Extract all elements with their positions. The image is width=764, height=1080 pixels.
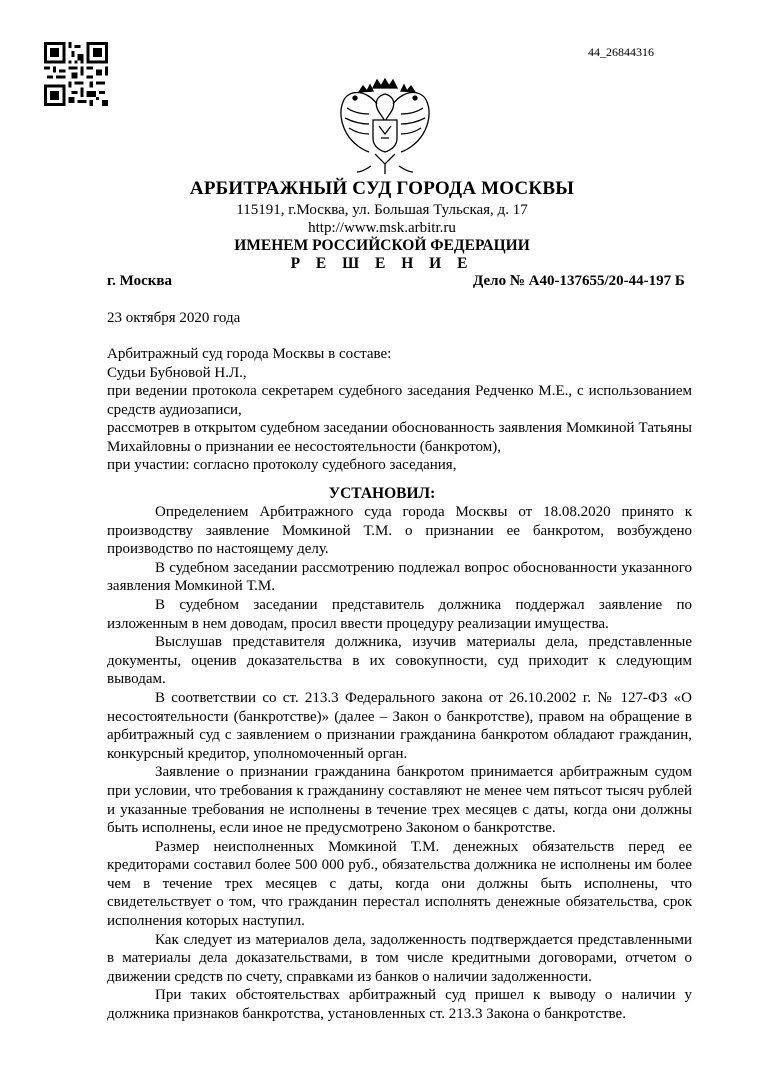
coat-of-arms-emblem	[331, 74, 439, 178]
document-type-heading: Р Е Ш Е Н И Е	[290, 255, 474, 272]
paragraph: Выслушав представителя должника, изучив материалы дела, представленные документы, оценив доказательства в их совокупности, суд приходит к следующим выводам.	[107, 634, 692, 688]
paragraph: Как следует из материалов дела, задолженность подтверждается представленными в материалы дела доказательствами, в том числе кредитными договорами, отчетом о движении средств по счету, справками из банков о наличии задолженности.	[107, 931, 692, 985]
intro-block	[107, 345, 692, 475]
qr-code	[44, 42, 108, 106]
paragraph: В судебном заседании представитель должника поддержал заявление по изложенным в нем доводам, просил ввести процедуру реализации имущества.	[107, 596, 692, 632]
document-id: 44_26844316	[588, 45, 654, 59]
intro-line: рассмотрев в открытом судебном заседании обоснованность заявления Момкиной Татьяны Михайловны о признании ее несостоятельности (банкротом),	[107, 420, 692, 455]
paragraph: При таких обстоятельствах арбитражный суд пришел к выводу о наличии у должника признаков банкротства, установленных ст. 213.3 Закона о банкротстве.	[107, 987, 692, 1023]
intro-line: Арбитражный суд города Москвы в составе:	[107, 346, 392, 362]
court-address: 115191, г.Москва, ул. Большая Тульская, д. 17	[236, 202, 528, 218]
paragraph: Определением Арбитражного суда города Москвы от 18.08.2020 принято к производству заявление Момкиной Т.М. о признании ее банкротом, возбуждено производство по настоящему делу.	[107, 504, 692, 558]
intro-line: при участии: согласно протоколу судебного заседания,	[107, 457, 457, 473]
paragraph: Заявление о признании гражданина банкротом принимается арбитражным судом при условии, что требования к гражданину составляют не менее чем пятьсот тысяч рублей и указанные требования не исполнены в течение трех месяцев с даты, когда они должны быть исполнены, если иное не предусмотрено Законом о банкротстве.	[107, 764, 692, 837]
intro-line: при ведении протокола секретарем судебного заседания Редченко М.Е., с использованием средств аудиозаписи,	[107, 383, 692, 418]
paragraph: Размер неисполненных Момкиной Т.М. денежных обязательств перед ее кредиторами составил более 500 000 руб., обязательства должника не исполнены им более чем в течение трех месяцев с даты, когда они должны быть исполнены, что свидетельствует о том, что гражданин перестал исполнять денежные обязательства, срок исполнения которых наступил.	[107, 838, 692, 930]
paragraph: В соответствии со ст. 213.3 Федерального закона от 26.10.2002 г. № 127-ФЗ «О несостоятельности (банкротстве)» (далее – Закон о банкротстве), правом на обращение в арбитражный суд с заявлением о признании гражданина банкротом обладают гражданин, конкурсный кредитор, уполномоченный орган.	[107, 689, 692, 762]
paragraph: В судебном заседании рассмотрению подлежал вопрос обоснованности указанного заявления Момкиной Т.М.	[107, 559, 692, 595]
intro-line: Судьи Бубновой Н.Л.,	[107, 364, 247, 381]
court-website: http://www.msk.arbitr.ru	[308, 220, 456, 236]
court-name: АРБИТРАЖНЫЙ СУД ГОРОДА МОСКВЫ	[189, 178, 575, 199]
city: г. Москва	[107, 273, 172, 289]
case-number: Дело № А40-137655/20-44-197 Б	[473, 273, 685, 289]
decision-date: 23 октября 2020 года	[107, 310, 241, 326]
in-the-name-heading: ИМЕНЕМ РОССИЙСКОЙ ФЕДЕРАЦИИ	[234, 237, 530, 254]
body-text	[107, 503, 692, 1024]
section-heading: УСТАНОВИЛ:	[328, 485, 436, 502]
